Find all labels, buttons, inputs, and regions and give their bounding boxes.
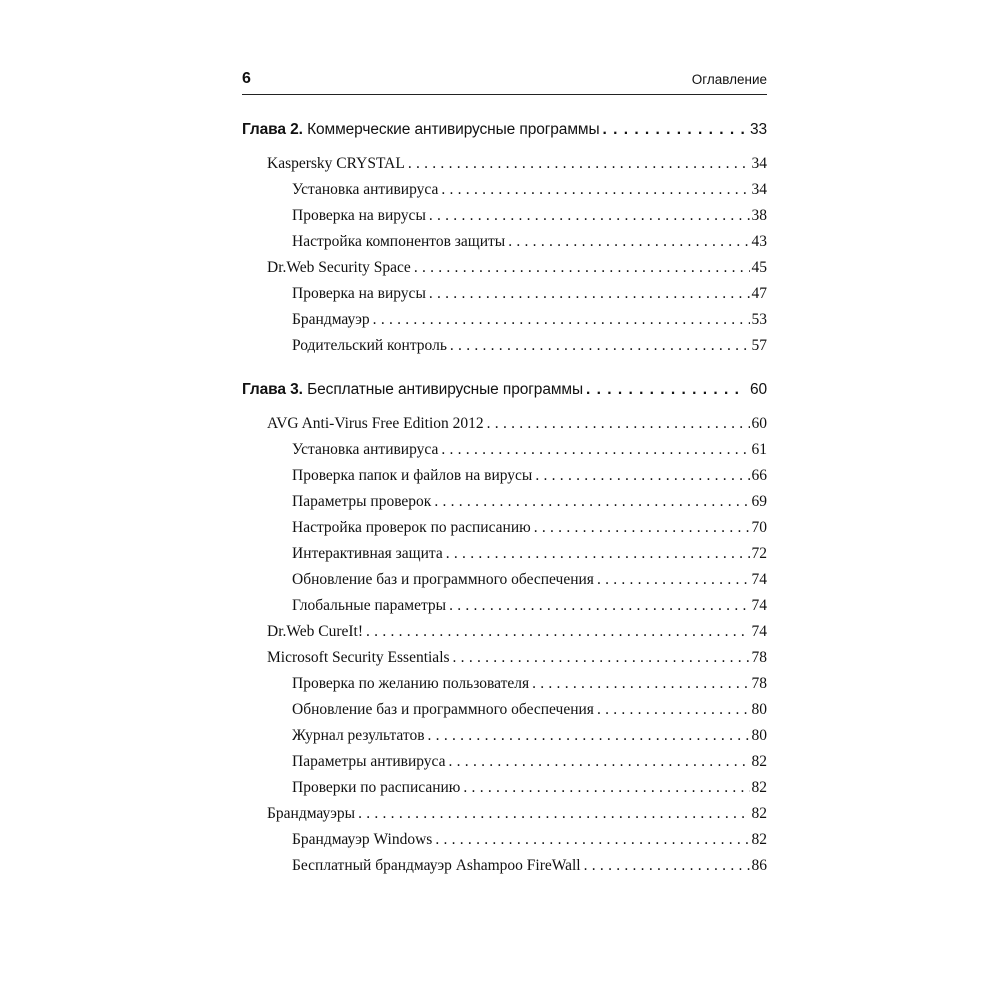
entry-page: 34: [751, 155, 767, 172]
chapter-title: Коммерческие антивирусные программы: [307, 121, 600, 138]
entry-title: Обновление баз и программного обеспечения: [292, 701, 594, 718]
toc-entry[interactable]: [242, 775, 767, 801]
dot-leader: [532, 463, 749, 489]
entry-page: 82: [751, 779, 767, 796]
entry-page: 82: [751, 805, 767, 822]
toc-entry[interactable]: [242, 671, 767, 697]
entry-title: Обновление баз и программного обеспечения: [292, 571, 594, 588]
entry-page: 82: [751, 753, 767, 770]
entry-page: 38: [751, 207, 767, 224]
entry-title: AVG Anti-Virus Free Edition 2012: [267, 415, 484, 432]
chapter-page: 60: [749, 381, 767, 398]
dot-leader: [531, 515, 750, 541]
dot-leader: [426, 281, 750, 307]
entry-page: 78: [751, 675, 767, 692]
entry-page: 86: [751, 857, 767, 874]
entry-page: 78: [751, 649, 767, 666]
toc-entry[interactable]: [242, 229, 767, 255]
entry-title: Брандмауэр: [292, 311, 370, 328]
entry-title: Kaspersky CRYSTAL: [267, 155, 405, 172]
dot-leader: [594, 697, 750, 723]
toc-entry[interactable]: [242, 281, 767, 307]
toc-entry[interactable]: [242, 801, 767, 827]
dot-leader: [599, 115, 743, 145]
dot-leader: [411, 255, 750, 281]
dot-leader: [443, 541, 750, 567]
entry-page: 80: [751, 701, 767, 718]
entry-title: Dr.Web CureIt!: [267, 623, 364, 640]
entry-title: Установка антивируса: [292, 181, 439, 198]
entry-page: 53: [751, 311, 767, 328]
section-name: Оглавление: [691, 72, 767, 87]
toc-entry[interactable]: [242, 697, 767, 723]
chapter-label: Глава 2.: [242, 121, 303, 138]
dot-leader: [583, 375, 744, 405]
entry-page: 80: [751, 727, 767, 744]
entry-title: Родительский контроль: [292, 337, 447, 354]
entry-title: Настройка проверок по расписанию: [292, 519, 531, 536]
entry-page: 69: [751, 493, 767, 510]
entry-title: Установка антивируса: [292, 441, 439, 458]
entry-title: Настройка компонентов защиты: [292, 233, 506, 250]
entry-title: Глобальные параметры: [292, 597, 447, 614]
toc-entry[interactable]: [242, 255, 767, 281]
dot-leader: [594, 567, 750, 593]
dot-leader: [432, 827, 749, 853]
toc-entry[interactable]: [242, 567, 767, 593]
dot-leader: [460, 775, 749, 801]
dot-leader: [446, 593, 749, 619]
dot-leader: [447, 333, 750, 359]
toc-entry[interactable]: [242, 749, 767, 775]
dot-leader: [505, 229, 749, 255]
page-number: 6: [242, 70, 251, 87]
toc-chapter-2[interactable]: [242, 115, 767, 145]
toc-entry[interactable]: [242, 853, 767, 879]
entry-title: Проверка папок и файлов на вирусы: [292, 467, 533, 484]
dot-leader: [484, 411, 750, 437]
entry-page: 74: [751, 597, 767, 614]
dot-leader: [529, 671, 749, 697]
toc-entry[interactable]: [242, 411, 767, 437]
toc-chapter-3[interactable]: [242, 375, 767, 405]
dot-leader: [405, 151, 750, 177]
entry-page: 66: [751, 467, 767, 484]
entry-page: 74: [751, 571, 767, 588]
entry-title: Бесплатный брандмауэр Ashampoo FireWall: [292, 857, 581, 874]
toc-entry[interactable]: [242, 177, 767, 203]
entry-title: Проверка на вирусы: [292, 207, 426, 224]
dot-leader: [431, 489, 749, 515]
toc-entry[interactable]: [242, 463, 767, 489]
dot-leader: [363, 619, 749, 645]
toc-entry[interactable]: [242, 437, 767, 463]
entry-title: Dr.Web Security Space: [267, 259, 411, 276]
toc-entry[interactable]: [242, 827, 767, 853]
toc-entry[interactable]: [242, 541, 767, 567]
entry-page: 47: [751, 285, 767, 302]
entry-page: 70: [751, 519, 767, 536]
toc-entry[interactable]: [242, 151, 767, 177]
entry-page: 34: [751, 181, 767, 198]
dot-leader: [426, 203, 750, 229]
chapter-heading: [242, 375, 583, 405]
toc-entry[interactable]: [242, 645, 767, 671]
entry-title: Проверка по желанию пользователя: [292, 675, 530, 692]
toc-entry[interactable]: [242, 333, 767, 359]
dot-leader: [425, 723, 750, 749]
entry-title: Интерактивная защита: [292, 545, 443, 562]
entry-page: 82: [751, 831, 767, 848]
toc-entry[interactable]: [242, 619, 767, 645]
entry-title: Параметры проверок: [292, 493, 432, 510]
toc-entry[interactable]: [242, 593, 767, 619]
toc-entry[interactable]: [242, 489, 767, 515]
toc-entry[interactable]: [242, 723, 767, 749]
entry-page: 74: [751, 623, 767, 640]
entry-title: Брандмауэр Windows: [292, 831, 433, 848]
dot-leader: [450, 645, 750, 671]
entry-title: Проверки по расписанию: [292, 779, 461, 796]
entry-page: 61: [751, 441, 767, 458]
dot-leader: [370, 307, 750, 333]
toc-entry[interactable]: [242, 203, 767, 229]
running-head: [242, 66, 767, 95]
dot-leader: [446, 749, 750, 775]
entry-page: 57: [751, 337, 767, 354]
entry-title: Брандмауэры: [267, 805, 356, 822]
entry-page: 43: [751, 233, 767, 250]
toc-entry[interactable]: [242, 515, 767, 541]
entry-page: 60: [751, 415, 767, 432]
entry-page: 45: [751, 259, 767, 276]
entry-title: Параметры антивируса: [292, 753, 446, 770]
entry-title: Microsoft Security Essentials: [267, 649, 450, 666]
dot-leader: [438, 437, 749, 463]
dot-leader: [438, 177, 749, 203]
chapter-title: Бесплатные антивирусные программы: [307, 381, 583, 398]
dot-leader: [355, 801, 749, 827]
entry-title: Журнал результатов: [292, 727, 425, 744]
dot-leader: [581, 853, 750, 879]
entry-page: 72: [751, 545, 767, 562]
chapter-label: Глава 3.: [242, 381, 303, 398]
chapter-page: 33: [749, 121, 767, 138]
chapter-heading: [242, 115, 599, 145]
table-of-contents: [242, 115, 767, 879]
entry-title: Проверка на вирусы: [292, 285, 426, 302]
toc-entry[interactable]: [242, 307, 767, 333]
